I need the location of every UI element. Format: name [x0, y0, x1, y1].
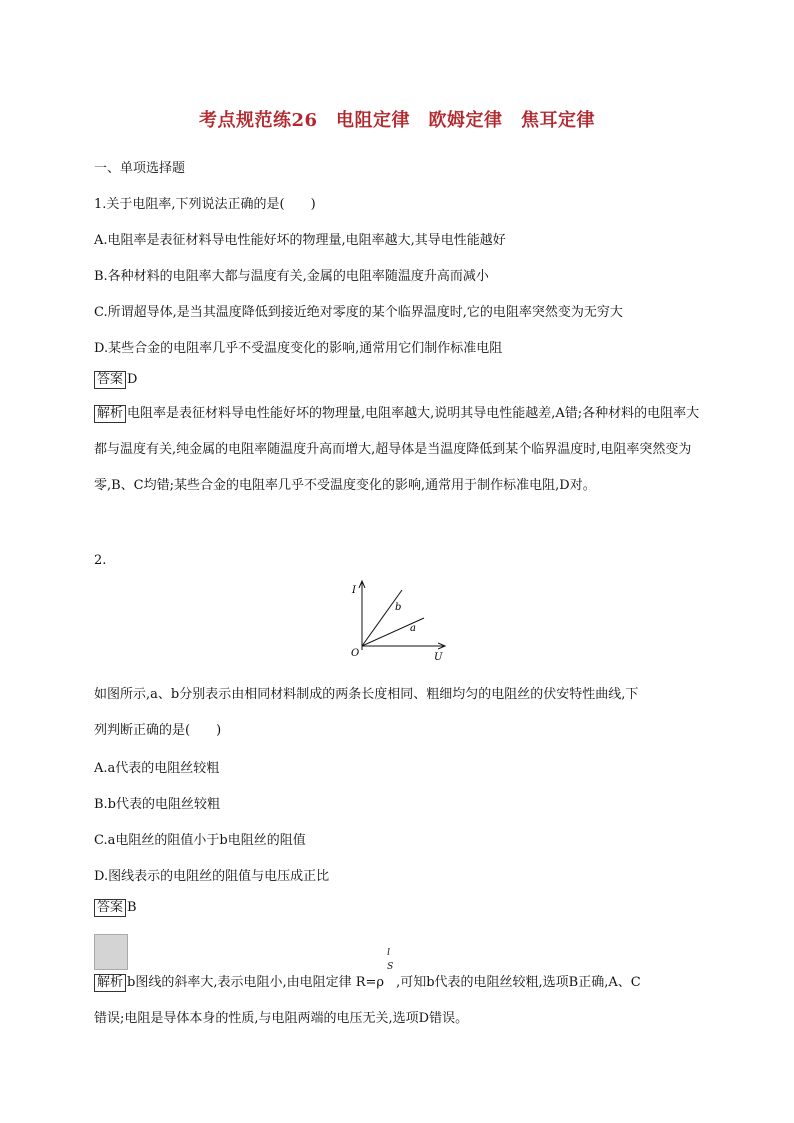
q2-answer-value: B — [127, 900, 137, 915]
q1-analysis-text: 电阻率是表征材料导电性能好坏的物理量,电阻率越大,说明其导电性能越差,A错;各种材料的电阻率大都与温度有关,纯金属的电阻率随温度升高而增大,超导体是当温度降低到某个临界温度时,电阻率突然变为零,B、C均错;某些合金的电阻率几乎不受温度变化的影响,通常用于制作标准电阻,D对。 — [94, 406, 700, 493]
q2-analysis-tag: 解析 — [94, 974, 126, 992]
q2-analysis — [94, 948, 641, 992]
q1-option-c: C.所谓超导体,是当其温度降低到接近绝对零度的某个临界温度时,它的电阻率突然变为无穷大 — [94, 305, 623, 320]
y-axis-label: I — [352, 585, 356, 596]
line-b-label: b — [395, 602, 402, 613]
q1-stem: 1.关于电阻率,下列说法正确的是( ) — [94, 197, 316, 212]
fraction-numerator: l — [387, 948, 390, 958]
q2-option-d: D.图线表示的电阻丝的阻值与电压成正比 — [94, 869, 330, 884]
q1-answer-tag: 答案 — [94, 371, 126, 389]
fraction-denominator: S — [387, 962, 394, 972]
q2-answer — [94, 899, 137, 917]
x-axis-label: U — [434, 652, 443, 663]
q1-option-a: A.电阻率是表征材料导电性能好坏的物理量,电阻率越大,其导电性能越好 — [94, 233, 506, 248]
iv-graph — [340, 578, 450, 666]
q2-option-b: B.b代表的电阻丝较粗 — [94, 797, 221, 812]
q1-analysis-tag: 解析 — [94, 405, 126, 423]
line-a-label: a — [410, 623, 416, 634]
q2-analysis-part1: b图线的斜率大,表示电阻小,由电阻定律 R=ρ — [127, 975, 385, 990]
q1-answer — [94, 371, 137, 389]
q2-stem-line2: 列判断正确的是( ) — [94, 723, 222, 738]
q1-answer-value: D — [127, 372, 138, 387]
q1-analysis — [94, 396, 704, 504]
resistance-formula-fraction — [386, 948, 394, 992]
q2-analysis-part2: ,可知b代表的电阻丝较粗,选项B正确,A、C — [396, 975, 641, 990]
q2-stem-line1: 如图所示,a、b分别表示由相同材料制成的两条长度相同、粗细均匀的电阻丝的伏安特性曲线,下 — [94, 687, 639, 702]
section-heading: 一、单项选择题 — [94, 161, 186, 176]
line-b — [362, 590, 402, 646]
q2-option-a: A.a代表的电阻丝较粗 — [94, 761, 220, 776]
q1-option-b: B.各种材料的电阻率大都与温度有关,金属的电阻率随温度升高而减小 — [94, 269, 489, 284]
q2-analysis-line2: 错误;电阻是导体本身的性质,与电阻两端的电压无关,选项D错误。 — [94, 1011, 469, 1026]
q1-option-d: D.某些合金的电阻率几乎不受温度变化的影响,通常用它们制作标准电阻 — [94, 341, 503, 356]
origin-label: O — [351, 648, 360, 659]
q2-option-c: C.a电阻丝的阻值小于b电阻丝的阻值 — [94, 833, 306, 848]
image-placeholder — [94, 934, 128, 970]
q2-answer-tag: 答案 — [94, 899, 126, 917]
page-title: 考点规范练26 电阻定律 欧姆定律 焦耳定律 — [198, 110, 596, 131]
q2-number: 2. — [94, 553, 107, 568]
